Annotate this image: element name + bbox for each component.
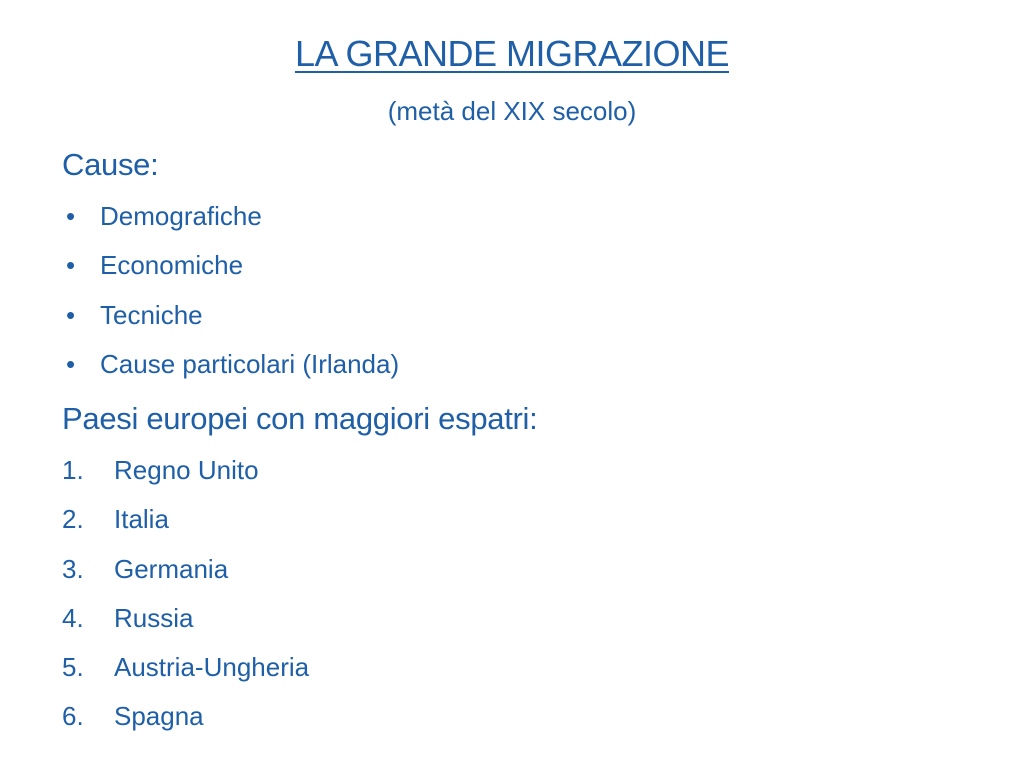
list-item [62, 698, 309, 747]
list-item [62, 198, 399, 247]
list-item [62, 297, 399, 346]
list-number: 3. [62, 553, 84, 584]
country-label: Austria-Ungheria [114, 652, 310, 683]
cause-item-label: Tecniche [100, 299, 203, 330]
list-number: 2. [62, 504, 84, 535]
country-label: Regno Unito [114, 455, 259, 485]
cause-item-label: Economiche [100, 250, 244, 281]
country-label: Italia [114, 504, 169, 535]
country-label: Russia [114, 602, 194, 633]
list-number: 6. [62, 701, 84, 732]
cause-item-label: Demografiche [100, 201, 262, 231]
countries-list [62, 452, 309, 748]
causes-list [62, 198, 399, 395]
countries-heading: Paesi europei con maggiori espatri: [62, 401, 538, 436]
slide-title-text: LA GRANDE MIGRAZIONE [294, 33, 730, 74]
slide-title [0, 32, 1024, 76]
list-item [62, 649, 309, 698]
list-item [62, 600, 309, 649]
list-item [62, 551, 309, 600]
country-label: Spagna [114, 701, 204, 732]
bullet-marker: • [66, 348, 76, 379]
country-label: Germania [114, 553, 229, 584]
list-number: 5. [62, 652, 84, 683]
bullet-marker: • [66, 201, 76, 231]
list-item [62, 346, 399, 395]
causes-heading: Cause: [62, 147, 159, 182]
list-item [62, 247, 399, 296]
cause-item-label: Cause particolari (Irlanda) [100, 348, 400, 379]
list-item [62, 501, 309, 550]
bullet-marker: • [66, 299, 76, 330]
list-number: 1. [62, 455, 84, 485]
list-item [62, 452, 309, 501]
slide-subtitle: (metà del XIX secolo) [387, 96, 637, 126]
list-number: 4. [62, 602, 84, 633]
bullet-marker: • [66, 250, 76, 281]
